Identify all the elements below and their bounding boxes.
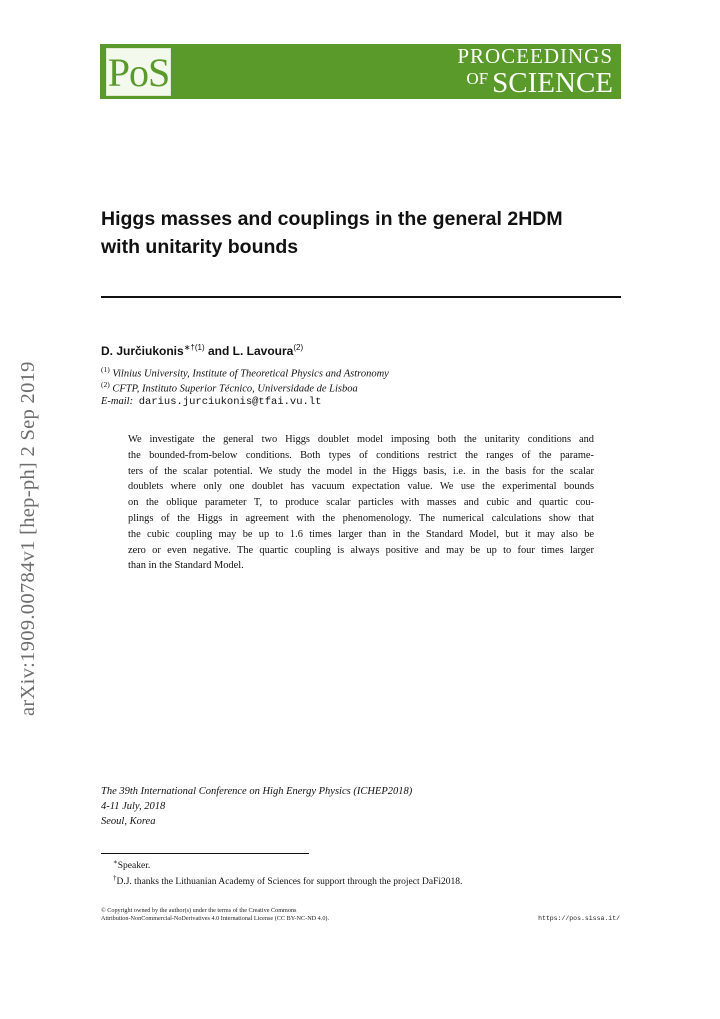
author-2-mark: (2)	[293, 343, 304, 352]
pos-logo	[106, 48, 171, 96]
abstract-line: on the oblique parameter T, to produce scalar particles with masses and cubic and quartic cou-	[128, 497, 594, 509]
footnote-1	[113, 858, 150, 871]
copyright-line-2: Attribution-NonCommercial-NoDerivatives 4.0 International License (CC BY-NC-ND 4.0).	[101, 915, 330, 922]
author-separator: and	[204, 344, 233, 358]
of-label: OF	[466, 69, 489, 88]
proceedings-label: PROCEEDINGS	[457, 44, 613, 68]
copyright-line-1: © Copyright owned by the author(s) under the terms of the Creative Commons	[101, 907, 297, 914]
footnote-rule	[101, 853, 309, 854]
pos-url[interactable]: https://pos.sissa.it/	[538, 915, 620, 922]
author-2: L. Lavoura	[232, 344, 294, 358]
conference-info	[101, 784, 412, 829]
author-list	[101, 343, 303, 358]
abstract-line: zero or even negative. The quartic coupling is always positive and may be up to four times larger	[128, 544, 594, 556]
arxiv-stamp: arXiv:1909.00784v1 [hep-ph] 2 Sep 2019	[17, 361, 39, 716]
affiliation-1-text: Vilnius University, Institute of Theoretical Physics and Astronomy	[112, 368, 389, 380]
conference-location: Seoul, Korea	[101, 816, 156, 827]
abstract-line: plings of the Higgs in agreement with the phenomenology. The numerical calculations show that	[128, 512, 594, 524]
email-label: E-mail:	[101, 396, 134, 407]
abstract-line: ters of the scalar potential. We study the model in the Higgs basis, i.e. in the basis for the scalar	[128, 465, 594, 477]
affiliation-1-mark: (1)	[101, 365, 110, 374]
abstract	[128, 432, 594, 574]
science-label: SCIENCE	[492, 67, 613, 99]
footnote-2-mark: †	[113, 874, 117, 882]
title-line-2: with unitarity bounds	[101, 236, 299, 258]
proceedings-of-science-title	[457, 46, 613, 98]
email-line	[101, 396, 321, 408]
email-address[interactable]: darius.jurciukonis@tfai.vu.lt	[138, 396, 322, 408]
pos-logo-text: PoS	[107, 49, 170, 95]
conference-dates: 4-11 July, 2018	[101, 801, 166, 812]
footnote-2	[113, 874, 462, 887]
footnote-1-text: Speaker.	[117, 861, 151, 872]
affiliation-2-mark: (2)	[101, 380, 110, 389]
copyright-notice	[101, 907, 329, 923]
paper-title	[101, 205, 641, 261]
affiliation-1	[101, 365, 389, 380]
affiliation-2-text: CFTP, Instituto Superior Técnico, Universidade de Lisboa	[112, 383, 358, 395]
conference-name: The 39th International Conference on High Energy Physics (ICHEP2018)	[101, 786, 413, 797]
abstract-line: the bounded-from-below conditions. Both types of conditions restrict the ranges of the parame-	[128, 449, 594, 461]
author-1-marks: ∗†(1)	[183, 343, 205, 352]
footnote-1-mark: ∗	[113, 858, 118, 866]
footnote-2-text: D.J. thanks the Lithuanian Academy of Sciences for support through the project DaFi2018.	[116, 877, 463, 888]
abstract-line: doublets where only one doublet has vacuum expectation value. We use the experimental bounds	[128, 481, 594, 493]
pos-header-bar	[100, 44, 621, 99]
affiliation-2	[101, 380, 358, 395]
title-rule	[101, 296, 621, 298]
author-1: D. Jurčiukonis	[101, 344, 184, 358]
abstract-line: than in the Standard Model.	[128, 560, 244, 572]
abstract-line: We investigate the general two Higgs doublet model imposing both the unitarity conditions and	[128, 434, 594, 445]
title-line-1: Higgs masses and couplings in the general 2HDM	[101, 208, 563, 230]
abstract-line: the cubic coupling may be up to 1.6 times larger than in the Standard Model, but it may also be	[128, 528, 594, 540]
